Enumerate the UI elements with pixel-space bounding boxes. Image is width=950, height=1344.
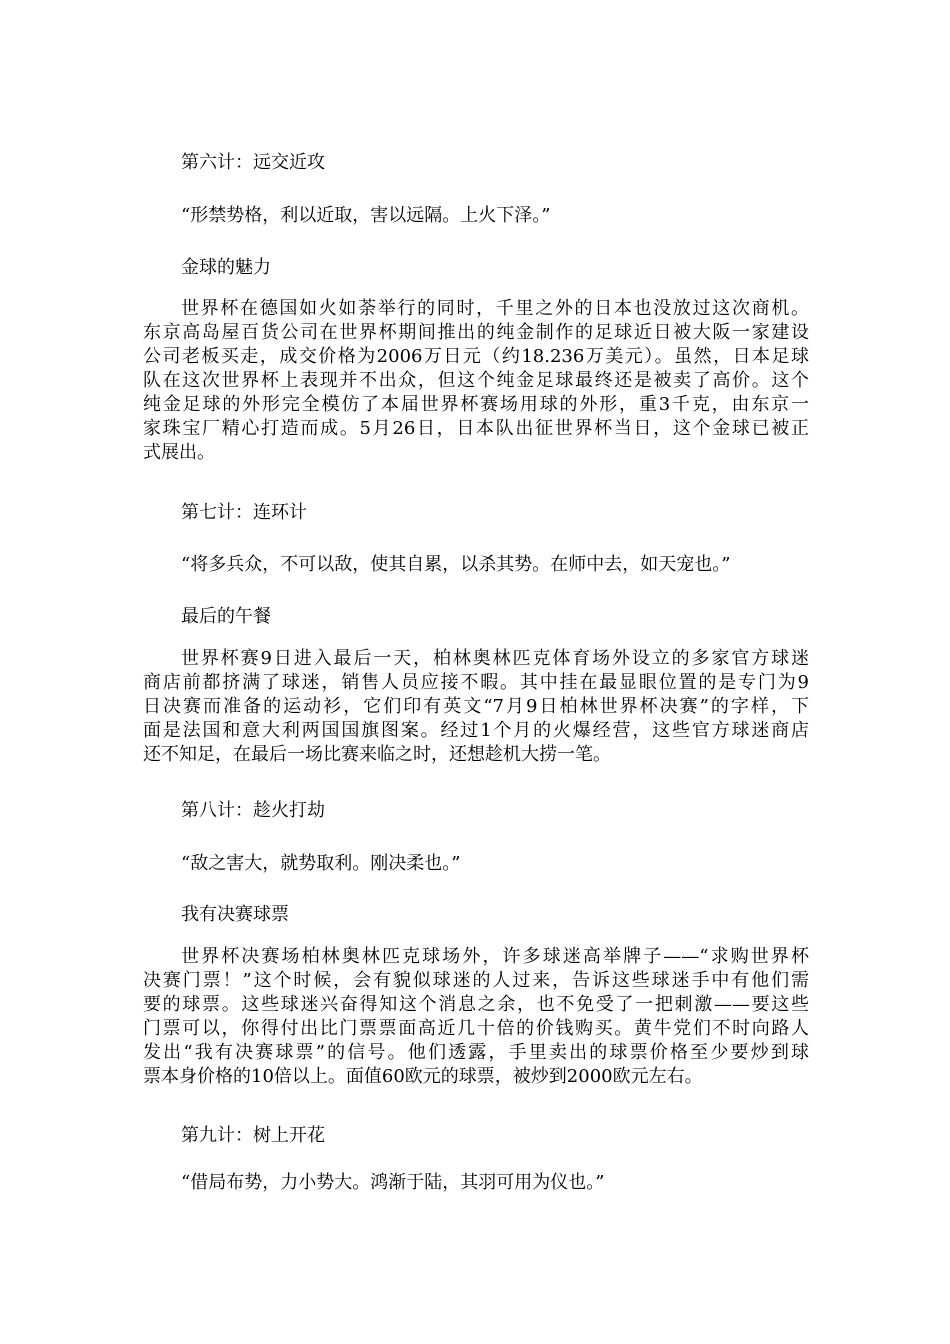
body-line: 队在这次世界杯上表现并不出众，但这个纯金足球最终还是被卖了高价。这个 bbox=[143, 370, 809, 391]
body-line: 门票可以，你得付出比门票票面高近几十倍的价钱购买。黄牛党们不时向路人 bbox=[143, 1018, 809, 1039]
section-quote: “敌之害大，就势取利。刚决柔也。” bbox=[181, 853, 461, 874]
article-body bbox=[143, 297, 809, 465]
body-line: 纯金足球的外形完全模仿了本届世界杯赛场用球的外形，重3千克，由东京一 bbox=[143, 394, 809, 415]
section-quote: “形禁势格，利以近取，害以远隔。上火下泽。” bbox=[181, 205, 551, 226]
body-line: 商店前都挤满了球迷，销售人员应接不暇。其中挂在最显眼位置的是专门为9 bbox=[143, 672, 809, 693]
body-line: 世界杯在德国如火如荼举行的同时，千里之外的日本也没放过这次商机。 bbox=[181, 298, 809, 319]
article-body bbox=[143, 945, 809, 1089]
body-line: 面是法国和意大利两国国旗图案。经过1个月的火爆经营，这些官方球迷商店 bbox=[143, 720, 809, 741]
body-line: 式展出。 bbox=[143, 442, 215, 463]
body-line: 家珠宝厂精心打造而成。5月26日，日本队出征世界杯当日，这个金球已被正 bbox=[143, 418, 809, 439]
body-line: 票本身价格的10倍以上。面值60欧元的球票，被炒到2000欧元左右。 bbox=[143, 1066, 703, 1087]
section-heading: 第七计：连环计 bbox=[181, 502, 307, 523]
body-line: 世界杯决赛场柏林奥林匹克球场外，许多球迷高举牌子——“求购世界杯 bbox=[181, 946, 809, 967]
body-line: 公司老板买走，成交价格为2006万日元（约18.236万美元）。虽然，日本足球 bbox=[143, 346, 809, 367]
body-line: 发出“我有决赛球票”的信号。他们透露，手里卖出的球票价格至少要炒到球 bbox=[143, 1042, 809, 1063]
body-line: 日决赛而准备的运动衫，它们印有英文“7月9日柏林世界杯决赛”的字样，下 bbox=[143, 696, 809, 717]
article-body bbox=[143, 647, 809, 767]
body-line: 世界杯赛9日进入最后一天，柏林奥林匹克体育场外设立的多家官方球迷 bbox=[181, 648, 809, 669]
section-heading: 第六计：远交近攻 bbox=[181, 152, 325, 173]
body-line: 决赛门票！”这个时候，会有貌似球迷的人过来，告诉这些球迷手中有他们需 bbox=[143, 970, 809, 991]
section-quote: “借局布势，力小势大。鸿渐于陆，其羽可用为仪也。” bbox=[181, 1172, 605, 1193]
article-title: 金球的魅力 bbox=[181, 257, 271, 278]
section-heading: 第九计：树上开花 bbox=[181, 1125, 325, 1146]
article-title: 最后的午餐 bbox=[181, 606, 271, 627]
body-line: 东京高岛屋百货公司在世界杯期间推出的纯金制作的足球近日被大阪一家建设 bbox=[143, 322, 809, 343]
section-quote: “将多兵众，不可以敌，使其自累，以杀其势。在师中去，如天宠也。” bbox=[181, 554, 731, 575]
body-line: 还不知足，在最后一场比赛来临之时，还想趁机大捞一笔。 bbox=[143, 744, 611, 765]
section-heading: 第八计：趁火打劫 bbox=[181, 800, 325, 821]
body-line: 要的球票。这些球迷兴奋得知这个消息之余，也不免受了一把刺激——要这些 bbox=[143, 994, 809, 1015]
article-title: 我有决赛球票 bbox=[181, 904, 289, 925]
